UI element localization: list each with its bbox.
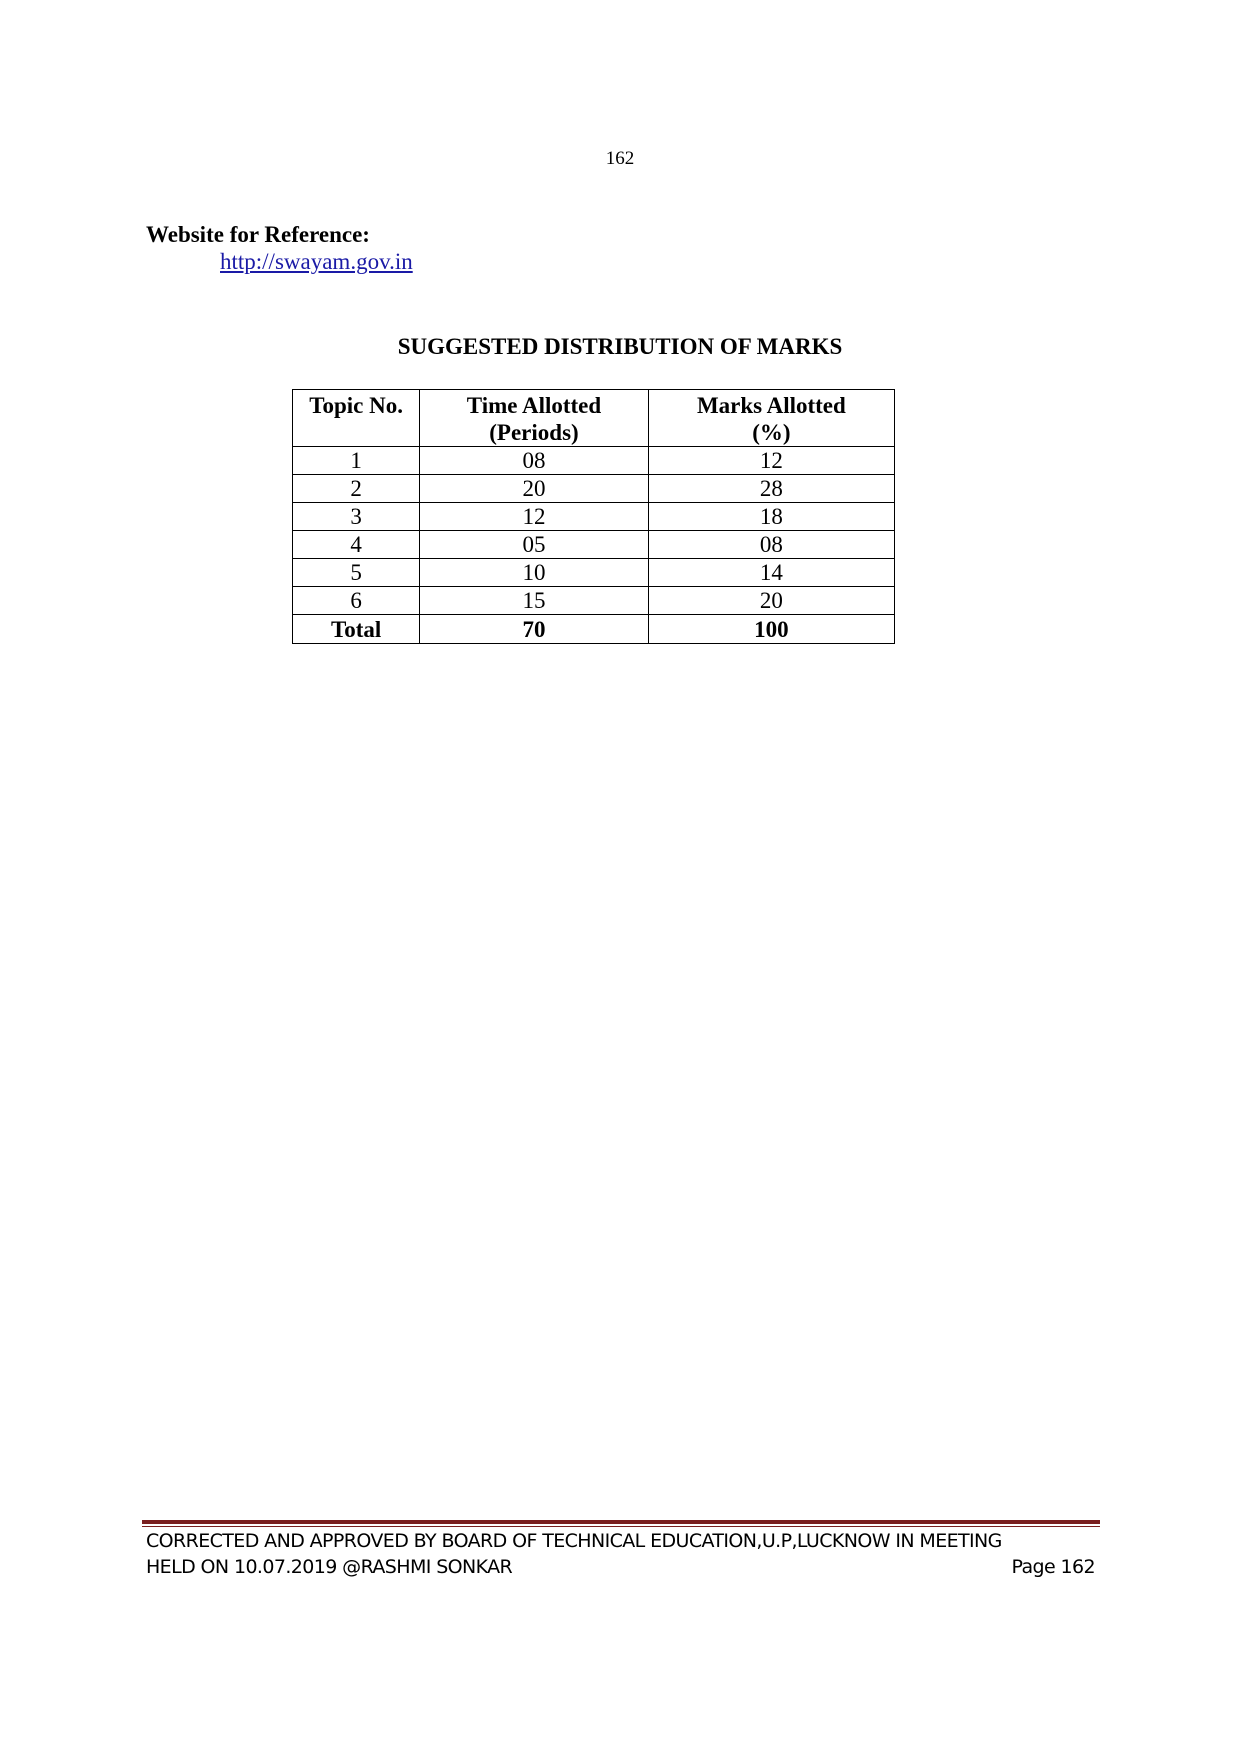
cell-topic: 1 bbox=[293, 447, 420, 475]
cell-total-time: 70 bbox=[420, 615, 649, 644]
footer-rule bbox=[142, 1520, 1100, 1524]
cell-topic: 3 bbox=[293, 503, 420, 531]
footer-page-number: Page 162 bbox=[1011, 1556, 1095, 1578]
cell-time: 20 bbox=[420, 475, 649, 503]
table-row bbox=[293, 503, 895, 531]
table-row bbox=[293, 559, 895, 587]
header-marks-unit: (%) bbox=[752, 420, 791, 445]
cell-time: 12 bbox=[420, 503, 649, 531]
table-row bbox=[293, 531, 895, 559]
table-total-row bbox=[293, 615, 895, 644]
header-marks-label: Marks Allotted bbox=[696, 393, 846, 418]
reference-link[interactable]: http://swayam.gov.in bbox=[220, 249, 413, 274]
cell-marks: 28 bbox=[648, 475, 894, 503]
header-topic-label: Topic No. bbox=[309, 393, 403, 418]
table-row bbox=[293, 447, 895, 475]
cell-marks: 08 bbox=[648, 531, 894, 559]
cell-time: 08 bbox=[420, 447, 649, 475]
cell-marks: 18 bbox=[648, 503, 894, 531]
table-row bbox=[293, 475, 895, 503]
header-time-unit: (Periods) bbox=[489, 420, 579, 445]
cell-time: 15 bbox=[420, 587, 649, 615]
header-marks-allotted bbox=[648, 390, 894, 447]
cell-topic: 6 bbox=[293, 587, 420, 615]
table-header-row bbox=[293, 390, 895, 447]
footer-meeting-text: HELD ON 10.07.2019 @RASHMI SONKAR bbox=[146, 1556, 513, 1578]
marks-distribution-title: SUGGESTED DISTRIBUTION OF MARKS bbox=[397, 334, 843, 359]
header-time-allotted bbox=[420, 390, 649, 447]
cell-time: 05 bbox=[420, 531, 649, 559]
cell-marks: 14 bbox=[648, 559, 894, 587]
cell-topic: 4 bbox=[293, 531, 420, 559]
footer-approval-text: CORRECTED AND APPROVED BY BOARD OF TECHNICAL EDUCATION,U.P,LUCKNOW IN MEETING bbox=[146, 1530, 1002, 1552]
header-topic-no bbox=[293, 390, 420, 447]
cell-topic: 5 bbox=[293, 559, 420, 587]
table-row bbox=[293, 587, 895, 615]
page-number-top: 162 bbox=[605, 148, 635, 169]
cell-topic: 2 bbox=[293, 475, 420, 503]
header-time-label: Time Allotted bbox=[466, 393, 602, 418]
footer-rule-thin bbox=[142, 1526, 1100, 1527]
reference-heading: Website for Reference: bbox=[146, 222, 370, 247]
cell-time: 10 bbox=[420, 559, 649, 587]
cell-marks: 12 bbox=[648, 447, 894, 475]
cell-total-label: Total bbox=[293, 615, 420, 644]
marks-distribution-table bbox=[292, 389, 895, 644]
cell-total-marks: 100 bbox=[648, 615, 894, 644]
cell-marks: 20 bbox=[648, 587, 894, 615]
